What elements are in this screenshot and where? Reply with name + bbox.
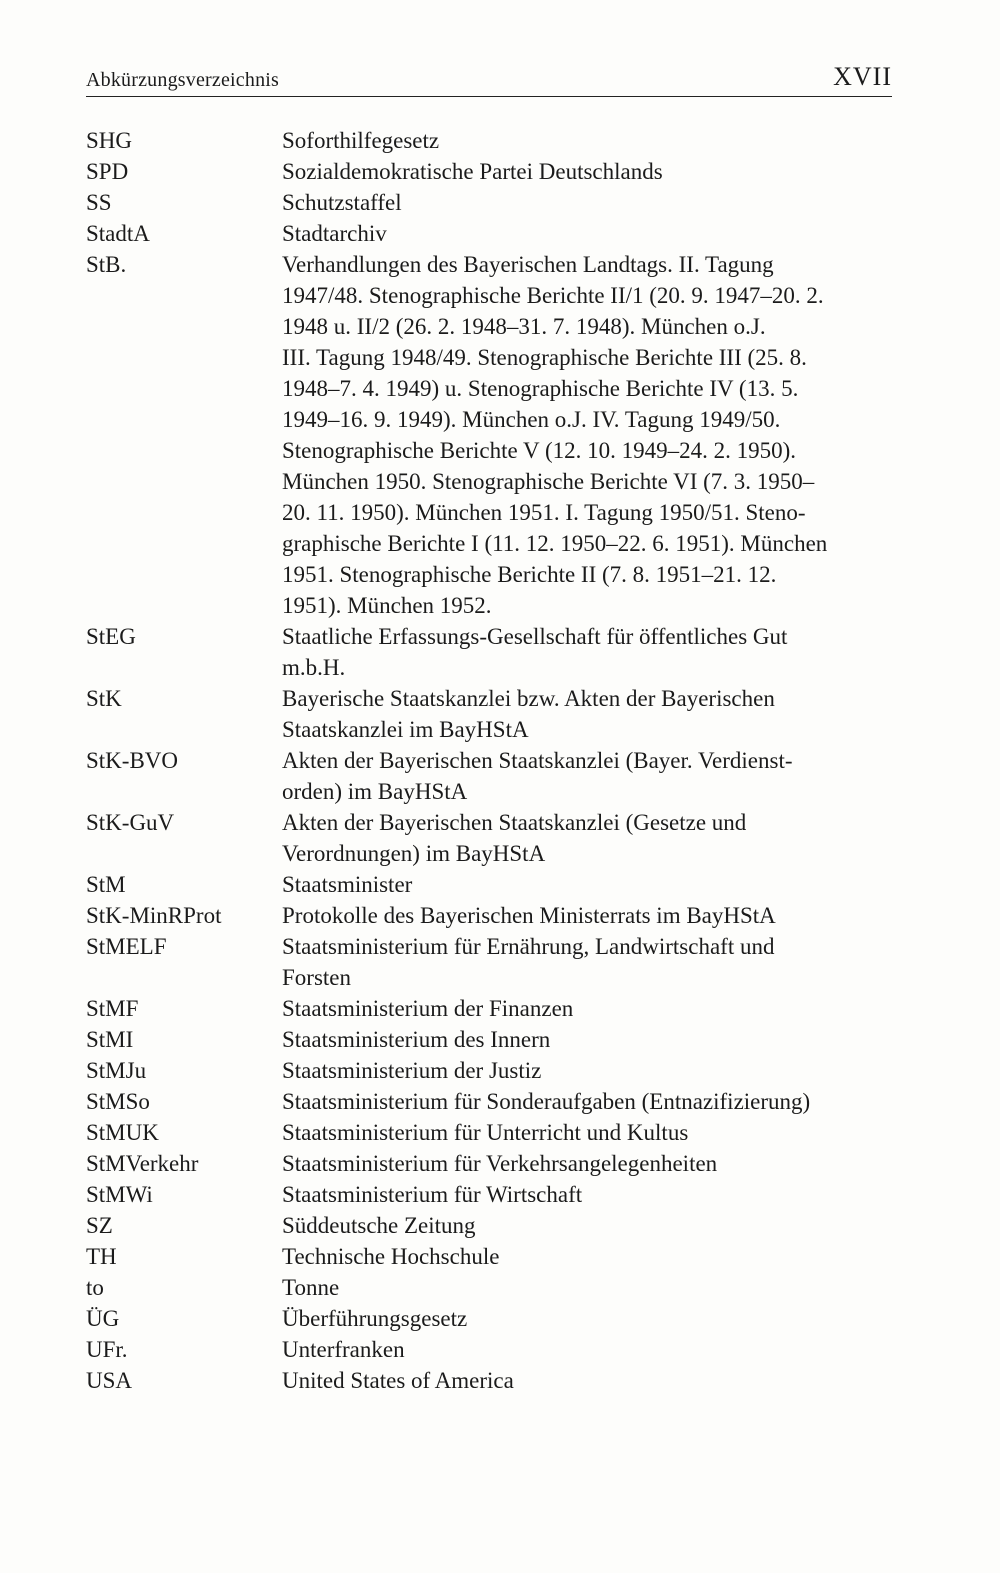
abbreviation-definition: Protokolle des Bayerischen Ministerrats im BayHStA: [282, 903, 776, 928]
abbreviation-entry: [86, 807, 892, 869]
abbreviation-definition: Staatsminister: [282, 872, 413, 897]
document-page: [86, 52, 892, 1396]
abbreviation-definition: Staatsministerium für Wirtschaft: [282, 1182, 583, 1207]
abbreviation-definition: Bayerische Staatskanzlei bzw. Akten der Bayerischen Staatskanzlei im BayHStA: [282, 686, 775, 742]
abbreviation-entry: [86, 1210, 892, 1241]
abbreviation-term: SZ: [86, 1213, 113, 1238]
abbreviation-entry: [86, 249, 892, 621]
abbreviation-term: StMELF: [86, 934, 167, 959]
abbreviation-entry: [86, 900, 892, 931]
abbreviation-definition: Staatsministerium für Unterricht und Kultus: [282, 1120, 689, 1145]
abbreviation-term: StMF: [86, 996, 139, 1021]
abbreviation-definition: United States of America: [282, 1368, 514, 1393]
abbreviation-entry: [86, 869, 892, 900]
abbreviation-term: UFr.: [86, 1337, 128, 1362]
abbreviation-definition: Süddeutsche Zeitung: [282, 1213, 476, 1238]
abbreviation-entry: [86, 1241, 892, 1272]
abbreviation-definition: Tonne: [282, 1275, 340, 1300]
abbreviation-term: StMVerkehr: [86, 1151, 199, 1176]
abbreviation-definition: Staatsministerium für Verkehrsangelegenheiten: [282, 1151, 718, 1176]
abbreviation-term: StEG: [86, 624, 136, 649]
abbreviation-entry: [86, 1334, 892, 1365]
abbreviation-entry: [86, 931, 892, 993]
abbreviation-entry: [86, 993, 892, 1024]
running-header: [86, 52, 892, 97]
abbreviation-entry: [86, 218, 892, 249]
abbreviation-term: SHG: [86, 128, 133, 153]
abbreviation-entry: [86, 156, 892, 187]
abbreviation-term: to: [86, 1275, 104, 1300]
abbreviation-term: ÜG: [86, 1306, 120, 1331]
abbreviation-term: StK: [86, 686, 122, 711]
abbreviation-definition: Soforthilfegesetz: [282, 128, 440, 153]
abbreviation-term: SS: [86, 190, 112, 215]
abbreviation-entry: [86, 683, 892, 745]
abbreviation-term: StK-MinRProt: [86, 903, 222, 928]
abbreviation-definition: Staatsministerium für Ernährung, Landwirtschaft und Forsten: [282, 934, 775, 990]
abbreviation-definition: Akten der Bayerischen Staatskanzlei (Gesetze und Verordnungen) im BayHStA: [282, 810, 747, 866]
abbreviation-entry: [86, 621, 892, 683]
abbreviation-entry: [86, 187, 892, 218]
abbreviation-definition: Staatliche Erfassungs-Gesellschaft für öffentliches Gut m.b.H.: [282, 624, 788, 680]
abbreviation-definition: Stadtarchiv: [282, 221, 387, 246]
abbreviation-definition: Technische Hochschule: [282, 1244, 500, 1269]
abbreviation-definition: Schutzstaffel: [282, 190, 402, 215]
abbreviation-entry: [86, 1086, 892, 1117]
abbreviation-definition: Verhandlungen des Bayerischen Landtags. II. Tagung 1947/48. Stenographische Berichte II/1 (20. 9. 1947–20. 2. 1948 u. II/2 (26. 2. 1948–31. 7. 1948). München o.J. III. Tagung 1948/49. Stenographische Berichte III (25. 8. 1948–7. 4. 1949) u. Stenographische Berichte IV (13. 5. 1949–16. 9. 1949). München o.J. IV. Tagung 1949/50. Stenographische Berichte V (12. 10. 1949–24. 2. 1950). München 1950. Stenographische Berichte VI (7. 3. 1950– 20. 11. 1950). München 1951. I. Tagung 1950/51. Steno- graphische Berichte I (11. 12. 1950–22. 6. 1951). München 1951. Stenographische Berichte II (7. 8. 1951–21. 12. 1951). München 1952.: [282, 252, 828, 618]
abbreviation-term: StMWi: [86, 1182, 153, 1207]
abbreviation-term: StMUK: [86, 1120, 159, 1145]
abbreviation-definition: Staatsministerium des Innern: [282, 1027, 551, 1052]
abbreviation-list: [86, 125, 892, 1396]
page-number: XVII: [833, 62, 892, 91]
abbreviation-entry: [86, 125, 892, 156]
abbreviation-definition: Staatsministerium der Finanzen: [282, 996, 574, 1021]
abbreviation-entry: [86, 1179, 892, 1210]
abbreviation-term: SPD: [86, 159, 129, 184]
abbreviation-term: TH: [86, 1244, 117, 1269]
abbreviation-entry: [86, 1117, 892, 1148]
abbreviation-term: StadtA: [86, 221, 150, 246]
abbreviation-term: StK-GuV: [86, 810, 175, 835]
abbreviation-entry: [86, 1055, 892, 1086]
section-title: Abkürzungsverzeichnis: [86, 69, 280, 91]
abbreviation-definition: Unterfranken: [282, 1337, 405, 1362]
abbreviation-term: StM: [86, 872, 126, 897]
abbreviation-entry: [86, 1303, 892, 1334]
abbreviation-entry: [86, 1148, 892, 1179]
abbreviation-term: StK-BVO: [86, 748, 179, 773]
abbreviation-entry: [86, 1272, 892, 1303]
abbreviation-definition: Sozialdemokratische Partei Deutschlands: [282, 159, 663, 184]
abbreviation-term: StMSo: [86, 1089, 150, 1114]
abbreviation-term: StMJu: [86, 1058, 147, 1083]
abbreviation-term: USA: [86, 1368, 133, 1393]
abbreviation-definition: Staatsministerium der Justiz: [282, 1058, 542, 1083]
abbreviation-term: StMI: [86, 1027, 134, 1052]
abbreviation-definition: Überführungsgesetz: [282, 1306, 468, 1331]
abbreviation-term: StB.: [86, 252, 127, 277]
abbreviation-entry: [86, 745, 892, 807]
abbreviation-entry: [86, 1024, 892, 1055]
abbreviation-entry: [86, 1365, 892, 1396]
abbreviation-definition: Akten der Bayerischen Staatskanzlei (Bayer. Verdienst- orden) im BayHStA: [282, 748, 793, 804]
abbreviation-definition: Staatsministerium für Sonderaufgaben (Entnazifizierung): [282, 1089, 811, 1114]
